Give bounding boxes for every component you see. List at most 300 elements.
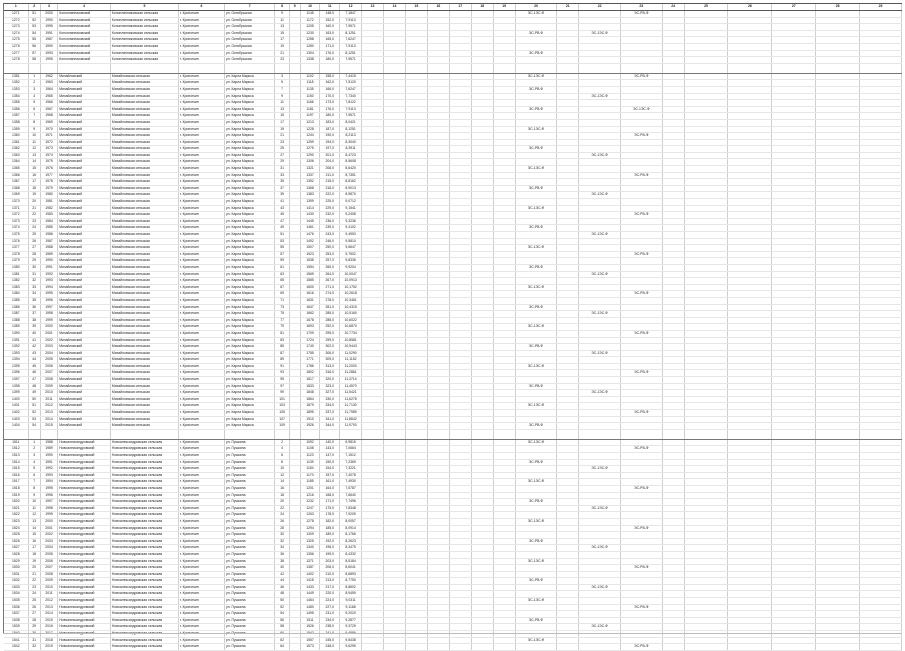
table-cell xyxy=(860,518,902,525)
table-cell: ул. Карла Маркса xyxy=(224,113,274,120)
table-cell xyxy=(662,479,684,486)
table-cell xyxy=(620,43,662,50)
table-cell xyxy=(493,492,515,499)
table-cell xyxy=(662,43,684,50)
table-cell xyxy=(772,532,816,539)
table-cell xyxy=(449,439,471,446)
table-cell xyxy=(684,416,728,423)
table-cell xyxy=(728,466,772,473)
table-cell xyxy=(471,591,493,598)
table-cell xyxy=(557,284,579,291)
table-cell xyxy=(772,565,816,572)
table-cell xyxy=(449,100,471,107)
table-cell xyxy=(662,192,684,199)
table-cell: ул. Карла Маркса xyxy=(224,363,274,370)
table-cell xyxy=(362,271,384,278)
table-cell: 41 xyxy=(28,337,40,344)
table-cell: 21 xyxy=(28,571,40,578)
table-cell: 217,0 xyxy=(320,584,340,591)
table-row xyxy=(4,159,902,166)
table-cell: ЭС-РВ-Ф xyxy=(620,565,662,572)
table-cell: 1230 xyxy=(300,30,320,37)
table-cell: 1294 xyxy=(300,525,320,532)
table-cell: Коноплянниковская сельская xyxy=(110,50,178,57)
table-cell xyxy=(515,37,557,44)
table-cell xyxy=(684,344,728,351)
table-cell xyxy=(362,172,384,179)
table-cell xyxy=(449,11,471,18)
table-cell: Новоалександровская сельская xyxy=(110,611,178,618)
table-cell: 1554 xyxy=(300,264,320,271)
table-cell xyxy=(772,518,816,525)
table-cell xyxy=(772,383,816,390)
table-cell: 9,7502 xyxy=(340,251,362,258)
table-cell: 1987 xyxy=(40,238,58,245)
table-cell xyxy=(449,73,471,80)
table-cell: г. Кропоткин xyxy=(178,337,224,344)
table-cell xyxy=(493,472,515,479)
table-cell: 7,2369 xyxy=(340,459,362,466)
table-cell: ул. Карла Маркса xyxy=(224,205,274,212)
table-cell: 1290 xyxy=(300,152,320,159)
table-cell: 57 xyxy=(28,50,40,57)
table-cell xyxy=(471,377,493,384)
table-cell xyxy=(860,337,902,344)
table-cell xyxy=(493,324,515,331)
table-cell: 8,6420 xyxy=(340,166,362,173)
table-cell xyxy=(728,172,772,179)
table-cell: 1977 xyxy=(40,172,58,179)
table-cell xyxy=(684,611,728,618)
table-cell: 1971 xyxy=(40,133,58,140)
table-cell: 2005 xyxy=(40,551,58,558)
table-cell xyxy=(860,637,902,644)
table-row xyxy=(4,317,902,324)
table-cell: Коноплянниковская сельская xyxy=(110,17,178,24)
table-cell xyxy=(289,86,300,93)
table-cell xyxy=(579,396,621,403)
table-cell: 91 xyxy=(275,363,289,370)
table-cell: 31 xyxy=(275,166,289,173)
table-cell xyxy=(579,73,621,80)
table-cell xyxy=(684,330,728,337)
table-cell xyxy=(557,271,579,278)
column-number-cell: 14 xyxy=(384,4,406,11)
table-cell: 201,0 xyxy=(320,152,340,159)
table-cell xyxy=(860,357,902,364)
table-cell: ул. Пушкина xyxy=(224,472,274,479)
table-cell: 14 xyxy=(28,159,40,166)
table-cell xyxy=(362,159,384,166)
table-cell: 182,0 xyxy=(320,518,340,525)
table-cell xyxy=(620,245,662,252)
table-cell xyxy=(289,637,300,644)
table-cell: 1981 xyxy=(40,199,58,206)
table-cell xyxy=(684,126,728,133)
table-cell: 1526 xyxy=(300,624,320,631)
table-cell: ЭС-1ЭС-Ф xyxy=(515,284,557,291)
table-cell xyxy=(289,317,300,324)
table-cell xyxy=(449,218,471,225)
table-cell xyxy=(728,119,772,126)
table-cell: ЭС-РВ-Ф xyxy=(620,11,662,18)
table-cell xyxy=(684,245,728,252)
table-cell xyxy=(493,390,515,397)
table-cell xyxy=(427,139,449,146)
table-cell: ул. Карла Маркса xyxy=(224,185,274,192)
table-cell xyxy=(289,146,300,153)
table-cell: г. Кропоткин xyxy=(178,637,224,644)
table-cell xyxy=(662,558,684,565)
table-cell: ул. Пушкина xyxy=(224,479,274,486)
table-cell xyxy=(427,218,449,225)
table-cell xyxy=(557,139,579,146)
table-cell xyxy=(515,505,557,512)
table-cell xyxy=(289,571,300,578)
table-cell xyxy=(427,571,449,578)
table-cell xyxy=(662,50,684,57)
table-cell: Михайловская сельская xyxy=(110,238,178,245)
table-cell: Михайловская сельская xyxy=(110,324,178,331)
table-cell xyxy=(728,330,772,337)
table-cell xyxy=(289,205,300,212)
table-cell: Новоалександровская сельская xyxy=(110,505,178,512)
table-cell xyxy=(471,578,493,585)
table-cell: 1368 xyxy=(300,185,320,192)
table-cell: 9,0712 xyxy=(340,199,362,206)
table-row xyxy=(4,185,902,192)
table-cell: 49 xyxy=(275,225,289,232)
table-cell: Коноплянниковская сельская xyxy=(110,11,178,18)
table-cell: 30 xyxy=(28,264,40,271)
table-cell: ул. Карла Маркса xyxy=(224,423,274,430)
table-cell xyxy=(362,370,384,377)
table-cell xyxy=(772,423,816,430)
table-cell xyxy=(620,199,662,206)
table-cell xyxy=(384,423,406,430)
table-cell xyxy=(471,403,493,410)
table-cell xyxy=(384,532,406,539)
table-cell: ул. Пушкина xyxy=(224,492,274,499)
table-cell xyxy=(289,472,300,479)
table-cell xyxy=(662,278,684,285)
table-cell xyxy=(860,172,902,179)
table-cell xyxy=(620,624,662,631)
table-cell xyxy=(405,350,427,357)
table-cell xyxy=(449,133,471,140)
column-number-cell: 11 xyxy=(320,4,340,11)
table-cell xyxy=(405,86,427,93)
table-cell xyxy=(684,505,728,512)
table-cell xyxy=(471,644,493,651)
table-cell xyxy=(471,100,493,107)
table-cell: 1786 xyxy=(300,363,320,370)
table-cell xyxy=(662,199,684,206)
table-cell: 1228 xyxy=(300,126,320,133)
table-cell xyxy=(405,304,427,311)
table-cell xyxy=(557,363,579,370)
table-cell xyxy=(362,423,384,430)
table-cell xyxy=(449,86,471,93)
table-cell xyxy=(816,453,860,460)
table-cell xyxy=(772,337,816,344)
table-cell: 22 xyxy=(275,505,289,512)
table-cell xyxy=(728,390,772,397)
table-cell xyxy=(427,624,449,631)
table-cell: 316,0 xyxy=(320,370,340,377)
table-cell: г. Кропоткин xyxy=(178,416,224,423)
table-cell: 12 xyxy=(28,146,40,153)
table-cell xyxy=(384,37,406,44)
table-cell: Михайловская сельская xyxy=(110,258,178,265)
table-cell xyxy=(684,311,728,318)
table-cell xyxy=(662,518,684,525)
table-cell xyxy=(362,11,384,18)
table-cell: ЭС-РВ-Ф xyxy=(515,86,557,93)
table-cell xyxy=(515,192,557,199)
table-cell: 2 xyxy=(28,80,40,87)
table-cell xyxy=(493,50,515,57)
table-cell xyxy=(579,558,621,565)
table-cell xyxy=(427,383,449,390)
table-cell xyxy=(362,350,384,357)
table-cell xyxy=(427,466,449,473)
table-cell xyxy=(728,416,772,423)
table-cell xyxy=(772,139,816,146)
table-cell: ул. Пушкина xyxy=(224,505,274,512)
table-cell: ЭС-РВ-Ф xyxy=(620,133,662,140)
table-cell: 7,7340 xyxy=(340,93,362,100)
table-cell xyxy=(289,558,300,565)
table-cell xyxy=(684,637,728,644)
table-cell xyxy=(471,225,493,232)
table-cell xyxy=(384,212,406,219)
table-cell xyxy=(557,565,579,572)
table-cell xyxy=(289,271,300,278)
table-row xyxy=(4,492,902,499)
table-cell: Михайловская сельская xyxy=(110,139,178,146)
table-cell xyxy=(557,357,579,364)
table-cell xyxy=(405,225,427,232)
table-cell: Новоалександровская сельская xyxy=(110,571,178,578)
table-cell xyxy=(860,317,902,324)
table-cell xyxy=(384,218,406,225)
table-cell xyxy=(289,17,300,24)
table-cell xyxy=(515,43,557,50)
table-cell xyxy=(579,159,621,166)
table-cell xyxy=(449,30,471,37)
table-cell: Новоалександровская сельская xyxy=(110,644,178,651)
table-cell: 199,0 xyxy=(320,551,340,558)
table-cell xyxy=(493,73,515,80)
table-cell xyxy=(449,584,471,591)
table-cell xyxy=(860,410,902,417)
table-cell xyxy=(557,225,579,232)
table-cell xyxy=(772,512,816,519)
table-cell: 55 xyxy=(275,245,289,252)
table-cell xyxy=(289,538,300,545)
table-cell: ул. Карла Маркса xyxy=(224,139,274,146)
table-cell xyxy=(684,251,728,258)
table-row xyxy=(4,472,902,479)
table-cell xyxy=(662,284,684,291)
table-cell xyxy=(405,512,427,519)
table-cell xyxy=(772,284,816,291)
table-cell xyxy=(515,532,557,539)
table-cell xyxy=(449,545,471,552)
table-cell xyxy=(427,63,449,73)
table-cell: 46 xyxy=(275,584,289,591)
table-cell: 271,0 xyxy=(320,284,340,291)
table-cell: г. Кропоткин xyxy=(178,225,224,232)
table-cell xyxy=(493,518,515,525)
table-cell xyxy=(384,50,406,57)
table-cell xyxy=(728,106,772,113)
table-row xyxy=(4,30,902,37)
table-cell xyxy=(340,429,362,439)
table-cell xyxy=(515,17,557,24)
table-cell: 8,3911 xyxy=(340,146,362,153)
table-cell xyxy=(728,304,772,311)
table-row xyxy=(4,644,902,651)
table-cell xyxy=(384,558,406,565)
table-cell: 1533 xyxy=(4,584,28,591)
table-cell: 73 xyxy=(275,304,289,311)
table-cell xyxy=(772,479,816,486)
table-row xyxy=(4,591,902,598)
table-cell xyxy=(684,525,728,532)
table-cell xyxy=(405,30,427,37)
table-cell: 2006 xyxy=(40,363,58,370)
table-cell: Михайловский xyxy=(58,172,111,179)
table-cell xyxy=(449,179,471,186)
section-header-row xyxy=(4,63,902,73)
table-cell: 7,3221 xyxy=(340,466,362,473)
table-cell: ул. Пушкина xyxy=(224,598,274,605)
table-cell xyxy=(405,330,427,337)
table-cell xyxy=(620,363,662,370)
table-row xyxy=(4,119,902,126)
table-cell xyxy=(515,410,557,417)
table-cell: 1263 xyxy=(300,512,320,519)
table-cell: ул. Пушкина xyxy=(224,525,274,532)
table-cell xyxy=(405,551,427,558)
table-cell xyxy=(515,251,557,258)
table-cell: 1383 xyxy=(300,192,320,199)
table-cell xyxy=(289,617,300,624)
table-cell: ЭС-РВ-Ф xyxy=(515,106,557,113)
table-cell: 50 xyxy=(28,396,40,403)
table-cell xyxy=(684,429,728,439)
table-cell xyxy=(860,192,902,199)
table-cell: 1395 xyxy=(4,363,28,370)
table-cell xyxy=(579,499,621,506)
table-cell xyxy=(860,578,902,585)
table-cell xyxy=(620,284,662,291)
table-cell: ул. Карла Маркса xyxy=(224,172,274,179)
table-cell xyxy=(772,218,816,225)
table-cell: 1381 xyxy=(4,271,28,278)
table-cell xyxy=(728,225,772,232)
table-cell xyxy=(384,199,406,206)
table-cell: 1356 xyxy=(300,551,320,558)
table-cell: г. Кропоткин xyxy=(178,479,224,486)
table-cell xyxy=(662,423,684,430)
table-cell xyxy=(384,396,406,403)
table-cell xyxy=(515,152,557,159)
table-cell xyxy=(289,166,300,173)
table-cell: 170,0 xyxy=(320,93,340,100)
table-cell: 229,0 xyxy=(320,205,340,212)
table-cell xyxy=(110,429,178,439)
table-cell: ЭС-1ЭС-Ф xyxy=(579,505,621,512)
table-cell xyxy=(405,205,427,212)
table-cell: 1520 xyxy=(4,499,28,506)
table-cell xyxy=(493,232,515,239)
table-cell: 9 xyxy=(28,492,40,499)
table-cell: 19 xyxy=(28,558,40,565)
table-cell: ул. Карла Маркса xyxy=(224,126,274,133)
table-cell xyxy=(320,63,340,73)
table-cell xyxy=(728,545,772,552)
table-cell xyxy=(362,403,384,410)
table-cell xyxy=(384,604,406,611)
table-cell: 161,0 xyxy=(320,479,340,486)
table-cell: г. Кропоткин xyxy=(178,57,224,64)
table-cell: 25 xyxy=(275,146,289,153)
table-cell xyxy=(362,584,384,591)
table-cell xyxy=(471,598,493,605)
table-cell: 1216 xyxy=(300,492,320,499)
table-cell xyxy=(362,383,384,390)
table-cell: 1338 xyxy=(300,57,320,64)
table-cell xyxy=(449,232,471,239)
table-row xyxy=(4,525,902,532)
table-cell xyxy=(471,251,493,258)
table-cell xyxy=(289,453,300,460)
table-cell: 42 xyxy=(28,344,40,351)
table-cell xyxy=(620,63,662,73)
table-cell xyxy=(860,106,902,113)
table-cell xyxy=(384,258,406,265)
column-number-cell: 19 xyxy=(493,4,515,11)
table-cell xyxy=(860,472,902,479)
table-cell: 1337 xyxy=(300,172,320,179)
table-cell: 1970 xyxy=(40,126,58,133)
table-cell: г. Кропоткин xyxy=(178,571,224,578)
table-cell xyxy=(427,93,449,100)
table-cell xyxy=(728,377,772,384)
table-cell xyxy=(772,17,816,24)
table-cell xyxy=(471,119,493,126)
table-cell xyxy=(728,179,772,186)
table-cell xyxy=(684,57,728,64)
table-cell: Новоалександровский xyxy=(58,485,111,492)
table-cell xyxy=(427,238,449,245)
table-cell xyxy=(772,264,816,271)
table-cell: 29 xyxy=(28,624,40,631)
table-cell: 1522 xyxy=(4,512,28,519)
table-cell: ул. Пушкина xyxy=(224,578,274,585)
table-cell xyxy=(662,317,684,324)
table-cell: 1370 xyxy=(4,199,28,206)
table-cell: 17 xyxy=(275,119,289,126)
table-cell xyxy=(449,637,471,644)
table-cell: Новоалександровский xyxy=(58,617,111,624)
table-cell xyxy=(289,159,300,166)
table-cell xyxy=(860,159,902,166)
table-cell xyxy=(728,357,772,364)
